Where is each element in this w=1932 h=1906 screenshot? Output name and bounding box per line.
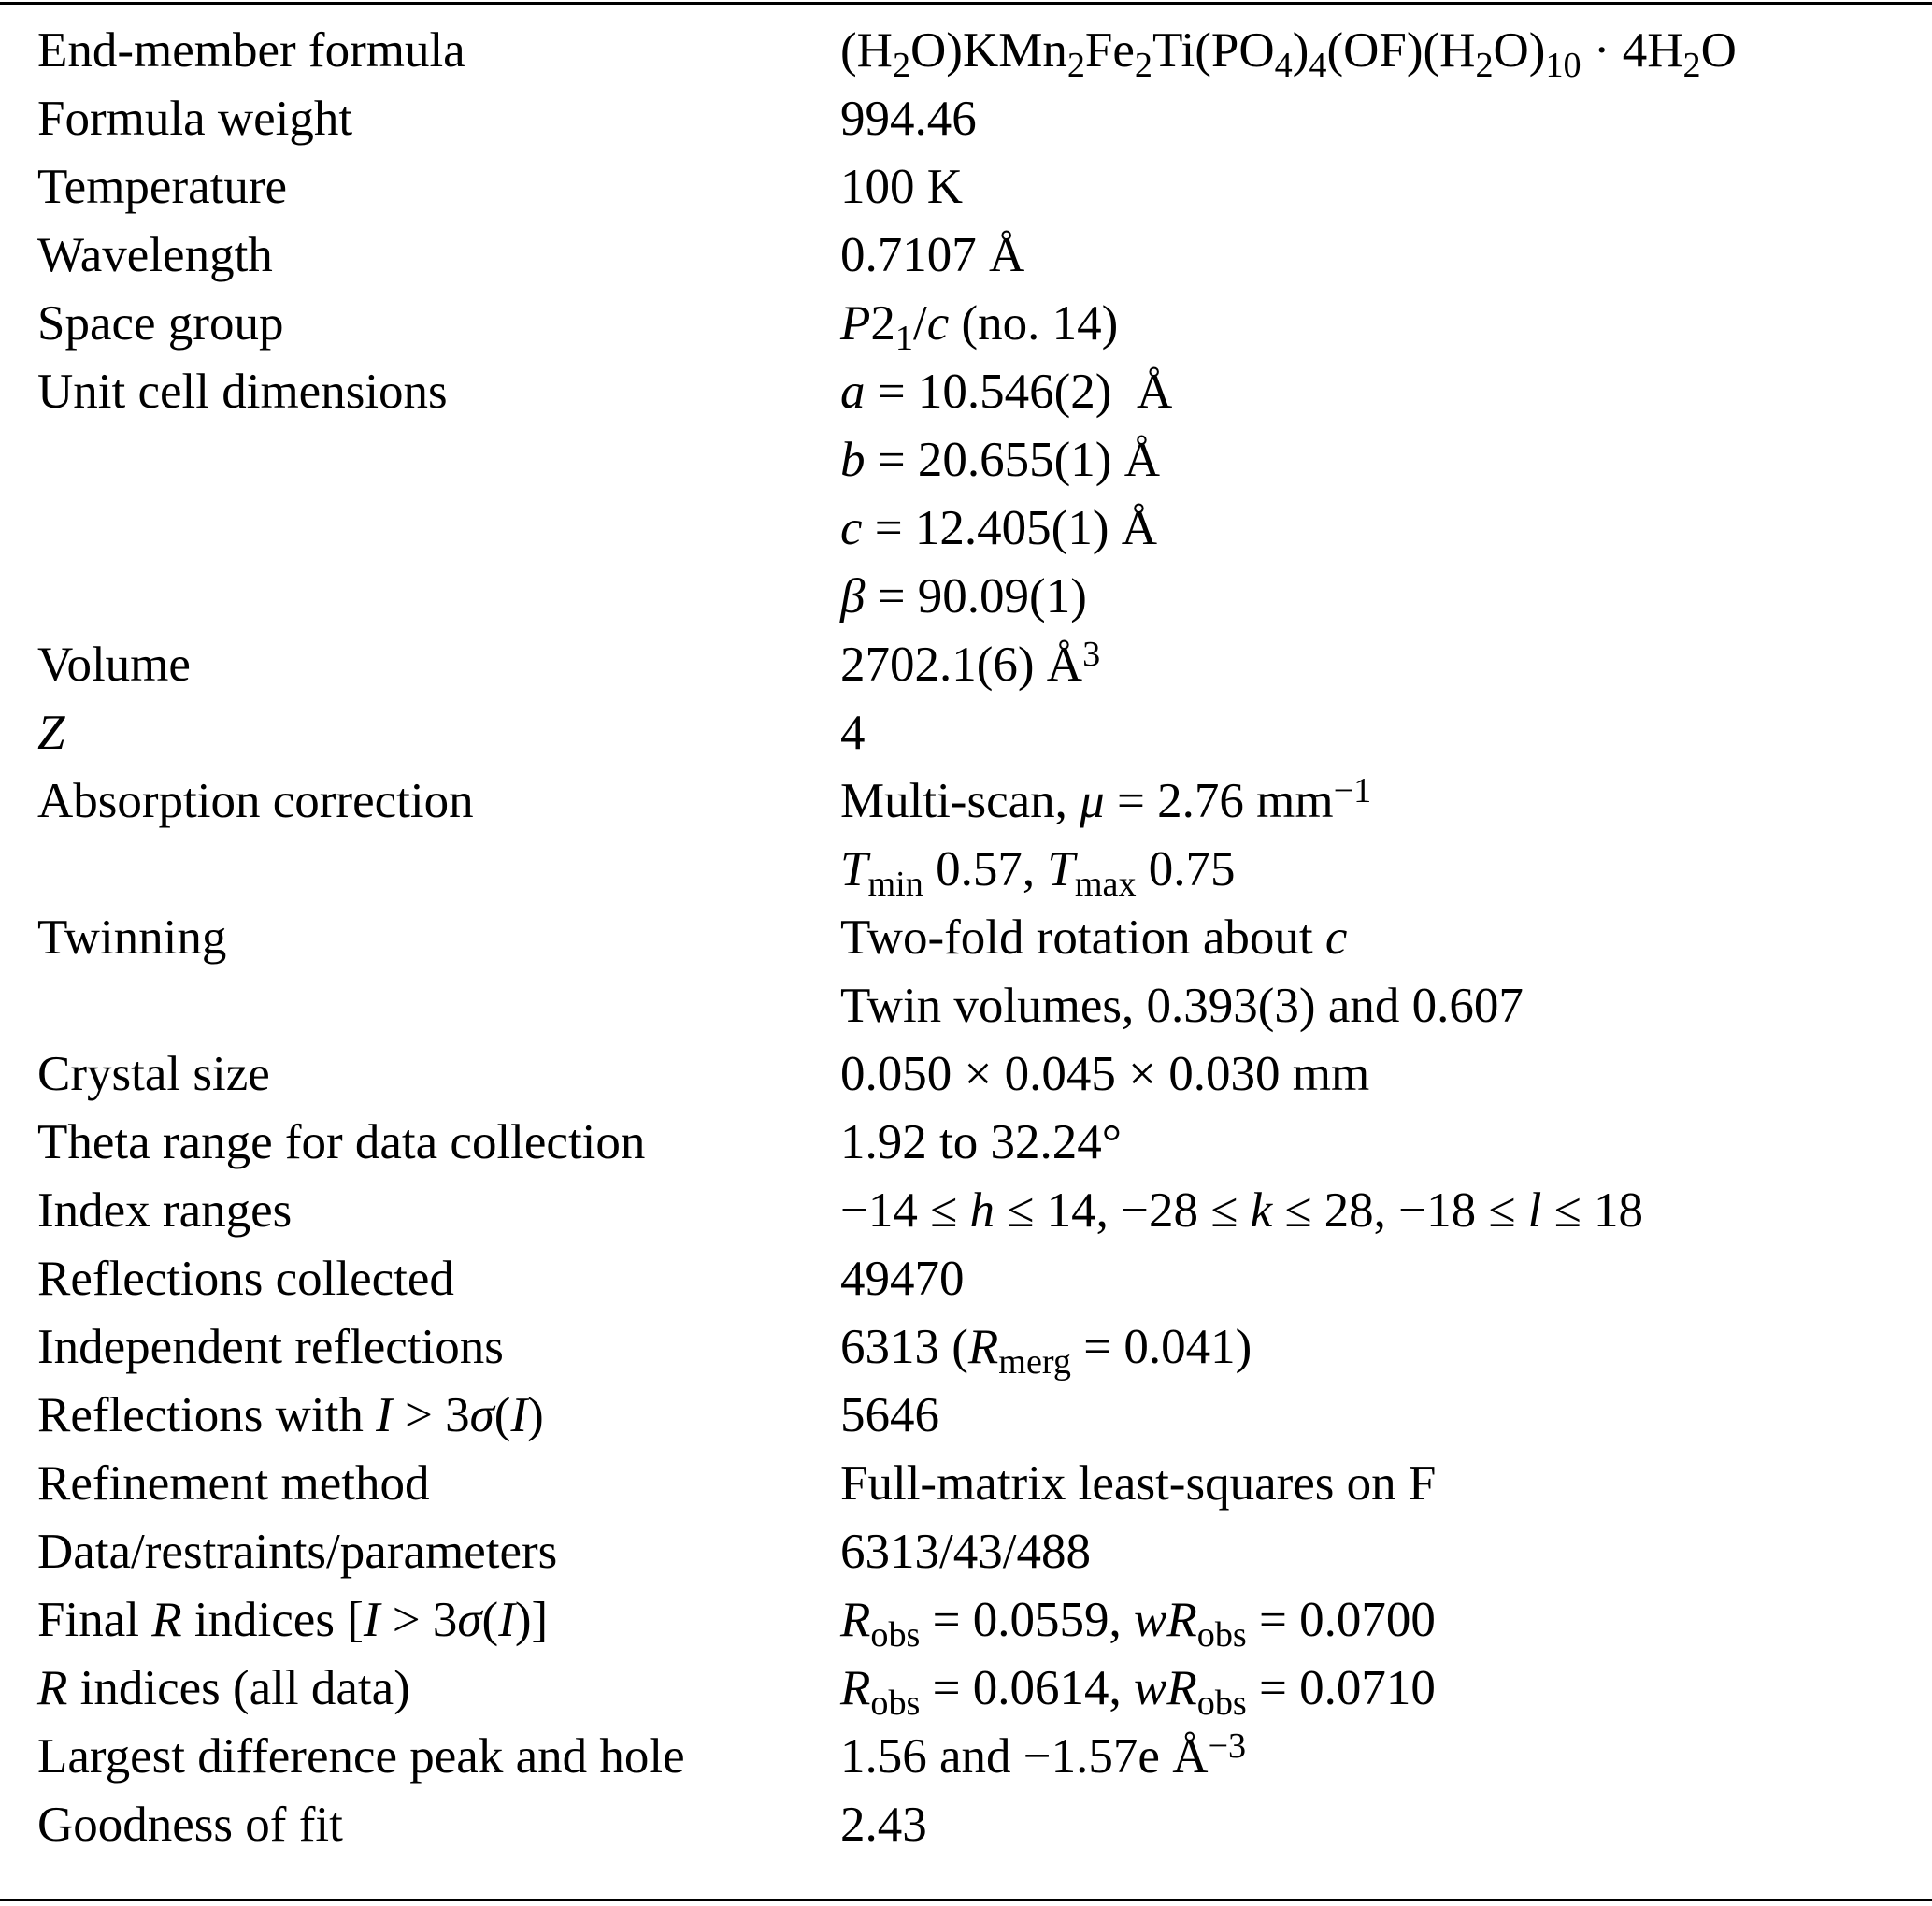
row-label: Final R indices [I > 3σ(I)] <box>37 1593 549 1647</box>
row-value: c = 12.405(1) Å <box>840 501 1157 555</box>
table-row <box>0 904 1932 972</box>
table-row <box>0 1109 1932 1177</box>
row-value: $R_{obs} = 0.0559$, $wR_{obs} = 0.0700$ <box>840 1593 1436 1655</box>
row-label: Largest difference peak and hole <box>37 1729 685 1784</box>
row-value: Multi-scan, μ = 2.76 $mm^{-1}$ <box>840 770 1372 828</box>
row-value: β = 90.09(1) <box>840 569 1087 623</box>
row-value: 5646 <box>840 1388 939 1442</box>
row-label: Wavelength <box>37 228 273 282</box>
table-row <box>0 85 1932 153</box>
table-row <box>0 1655 1932 1723</box>
row-label: Absorption correction <box>37 774 474 828</box>
table-row <box>0 17 1932 85</box>
row-value: 2702.1(6) $Å^3$ <box>840 634 1101 692</box>
row-label: Formula weight <box>37 92 353 146</box>
table-row <box>0 494 1932 563</box>
row-value: 2.43 <box>840 1798 927 1852</box>
table-row <box>0 563 1932 631</box>
row-value: Two-fold rotation about c <box>840 910 1348 965</box>
table-row <box>0 631 1932 699</box>
table-row <box>0 1245 1932 1313</box>
row-value: Full-matrix least-squares on F <box>840 1456 1437 1511</box>
row-value: $(H_2O)KMn_2Fe_2Ti(PO_4)_4(OF)(H_2O)_{10} \cdot 4H_2O$ <box>840 23 1737 85</box>
row-label: R indices (all data) <box>37 1661 410 1715</box>
table-row <box>0 1450 1932 1518</box>
table-row <box>0 1313 1932 1382</box>
table-row <box>0 1040 1932 1109</box>
table-row <box>0 222 1932 290</box>
row-label: Crystal size <box>37 1047 270 1101</box>
row-label: Refinement method <box>37 1456 430 1511</box>
row-label: Reflections with I > 3σ(I) <box>37 1388 544 1442</box>
row-value: $R_{obs} = 0.0614$, $wR_{obs} = 0.0710$ <box>840 1661 1436 1723</box>
table-row <box>0 767 1932 836</box>
row-value: 100 K <box>840 160 964 214</box>
table-row <box>0 836 1932 904</box>
row-value: 49470 <box>840 1252 965 1306</box>
row-label: Space group <box>37 296 284 351</box>
table-row <box>0 426 1932 494</box>
table-row <box>0 290 1932 358</box>
row-label: Data/restraints/parameters <box>37 1525 558 1579</box>
row-label: Volume <box>37 638 191 692</box>
row-value: 6313/43/488 <box>840 1525 1091 1579</box>
row-value: b = 20.655(1) Å <box>840 433 1160 487</box>
row-value: $P2_1/c$ (no. 14) <box>840 296 1119 358</box>
row-value: 0.7107 Å <box>840 228 1025 282</box>
row-value: $T_{min}$ 0.57, $T_{max}$ 0.75 <box>840 842 1236 904</box>
table-row <box>0 1723 1932 1791</box>
row-label: Twinning <box>37 910 227 965</box>
row-value: 994.46 <box>840 92 977 146</box>
table-row <box>0 1382 1932 1450</box>
row-value: a = 10.546(2) Å <box>840 365 1173 419</box>
bottom-rule <box>0 1899 1932 1901</box>
table-row <box>0 1586 1932 1655</box>
row-label: Theta range for data collection <box>37 1115 646 1169</box>
row-label: Reflections collected <box>37 1252 454 1306</box>
table-row <box>0 153 1932 222</box>
row-label: Index ranges <box>37 1183 293 1238</box>
row-value: 1.56 and −1.57e $Å^{-3}$ <box>840 1726 1247 1784</box>
row-value: 6313 $(R_{merg} = 0.041)$ <box>840 1320 1252 1382</box>
row-label: Z <box>37 706 65 760</box>
row-value: 0.050 × 0.045 × 0.030 mm <box>840 1047 1370 1101</box>
row-value: 1.92 to 32.24° <box>840 1115 1122 1169</box>
table-row <box>0 1177 1932 1245</box>
table-row <box>0 972 1932 1040</box>
row-value: −14 ≤ h ≤ 14, −28 ≤ k ≤ 28, −18 ≤ l ≤ 18 <box>840 1183 1643 1238</box>
table-row <box>0 358 1932 426</box>
row-label: Independent reflections <box>37 1320 504 1374</box>
row-label: Unit cell dimensions <box>37 365 448 419</box>
table-row <box>0 1791 1932 1859</box>
row-label: Temperature <box>37 160 288 214</box>
row-label: End-member formula <box>37 23 465 78</box>
row-value: Twin volumes, 0.393(3) and 0.607 <box>840 979 1524 1033</box>
row-value: 4 <box>840 706 866 760</box>
table-row <box>0 699 1932 767</box>
row-label: Goodness of fit <box>37 1798 343 1852</box>
table-row <box>0 1518 1932 1586</box>
